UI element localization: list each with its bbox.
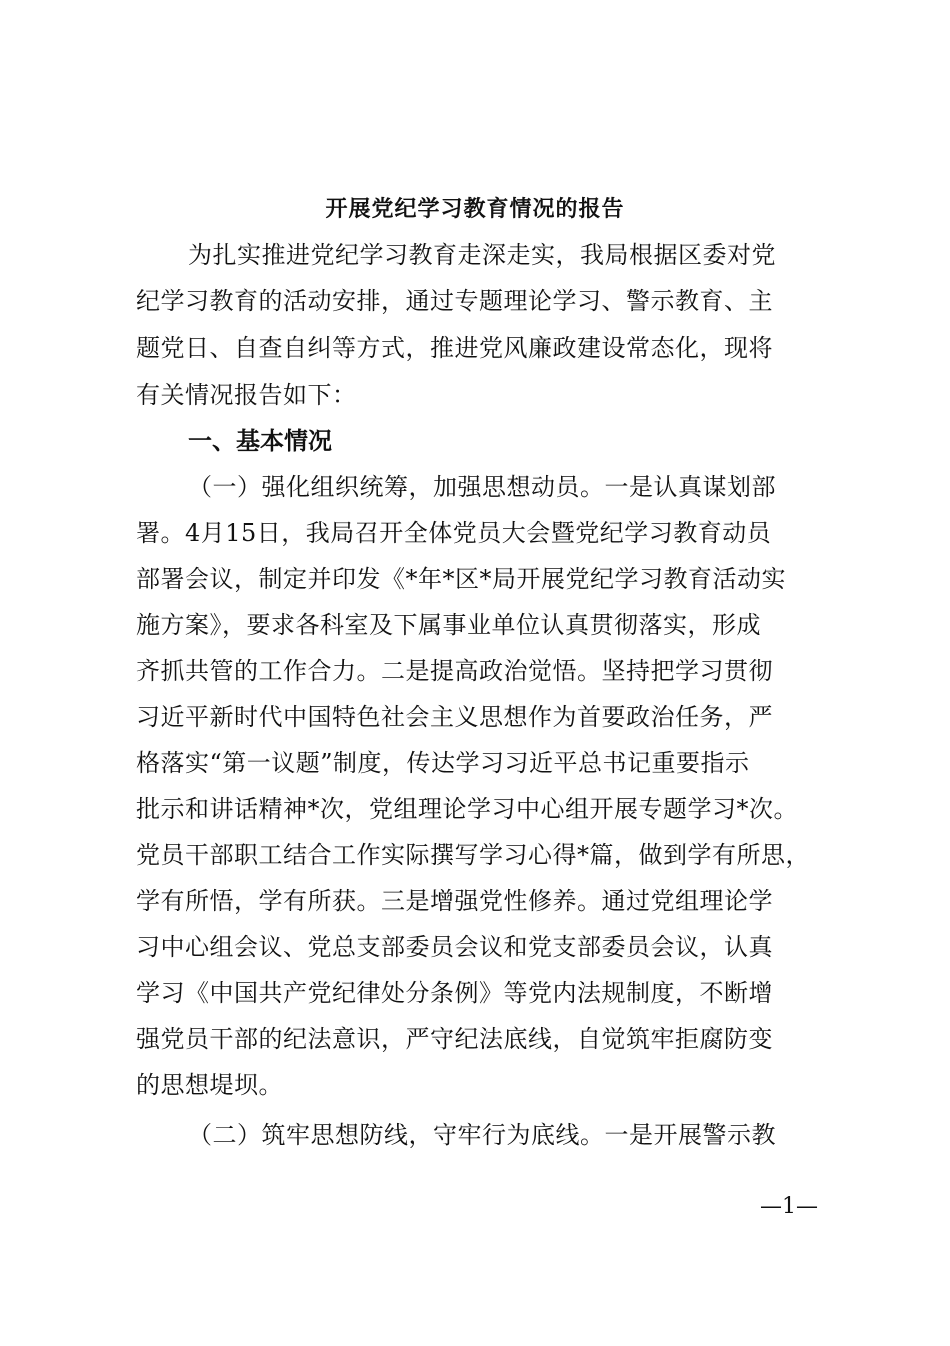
- paragraph-line: 的思想堤坝。: [136, 1071, 283, 1099]
- intro-line: 为扎实推进党纪学习教育走深走实，我局根据区委对党: [188, 241, 776, 269]
- paragraph-line: 习近平新时代中国特色社会主义思想作为首要政治任务，严: [136, 703, 773, 731]
- paragraph-line: 学习《中国共产党纪律处分条例》等党内法规制度，不断增: [136, 979, 773, 1007]
- page-number: —1—: [760, 1194, 818, 1219]
- section-heading: 一、基本情况: [188, 426, 332, 455]
- paragraph-line: 部署会议，制定并印发《*年*区*局开展党纪学习教育活动实: [136, 565, 786, 593]
- document-title: 开展党纪学习教育情况的报告: [325, 196, 625, 222]
- paragraph-line: （一）强化组织统筹，加强思想动员。一是认真谋划部: [188, 473, 776, 501]
- paragraph-line: 学有所悟，学有所获。三是增强党性修养。通过党组理论学: [136, 887, 773, 915]
- paragraph-line: 齐抓共管的工作合力。二是提高政治觉悟。坚持把学习贯彻: [136, 657, 773, 685]
- intro-line: 纪学习教育的活动安排，通过专题理论学习、警示教育、主: [136, 287, 773, 315]
- intro-line: 题党日、自查自纠等方式，推进党风廉政建设常态化，现将: [136, 334, 773, 362]
- paragraph-line: （二）筑牢思想防线，守牢行为底线。一是开展警示教: [188, 1121, 776, 1149]
- paragraph-line: 习中心组会议、党总支部委员会议和党支部委员会议，认真: [136, 933, 773, 961]
- intro-line: 有关情况报告如下：: [136, 381, 357, 409]
- paragraph-line: 党员干部职工结合工作实际撰写学习心得*篇，做到学有所思，: [136, 841, 810, 869]
- paragraph-line: 强党员干部的纪法意识，严守纪法底线，自觉筑牢拒腐防变: [136, 1025, 773, 1053]
- paragraph-line: 批示和讲话精神*次，党组理论学习中心组开展专题学习*次。: [136, 795, 798, 823]
- paragraph-line: 署。4月15日，我局召开全体党员大会暨党纪学习教育动员: [136, 519, 772, 547]
- paragraph-line: 格落实“第一议题”制度，传达学习习近平总书记重要指示: [136, 749, 750, 777]
- paragraph-line: 施方案》，要求各科室及下属事业单位认真贯彻落实，形成: [136, 611, 761, 639]
